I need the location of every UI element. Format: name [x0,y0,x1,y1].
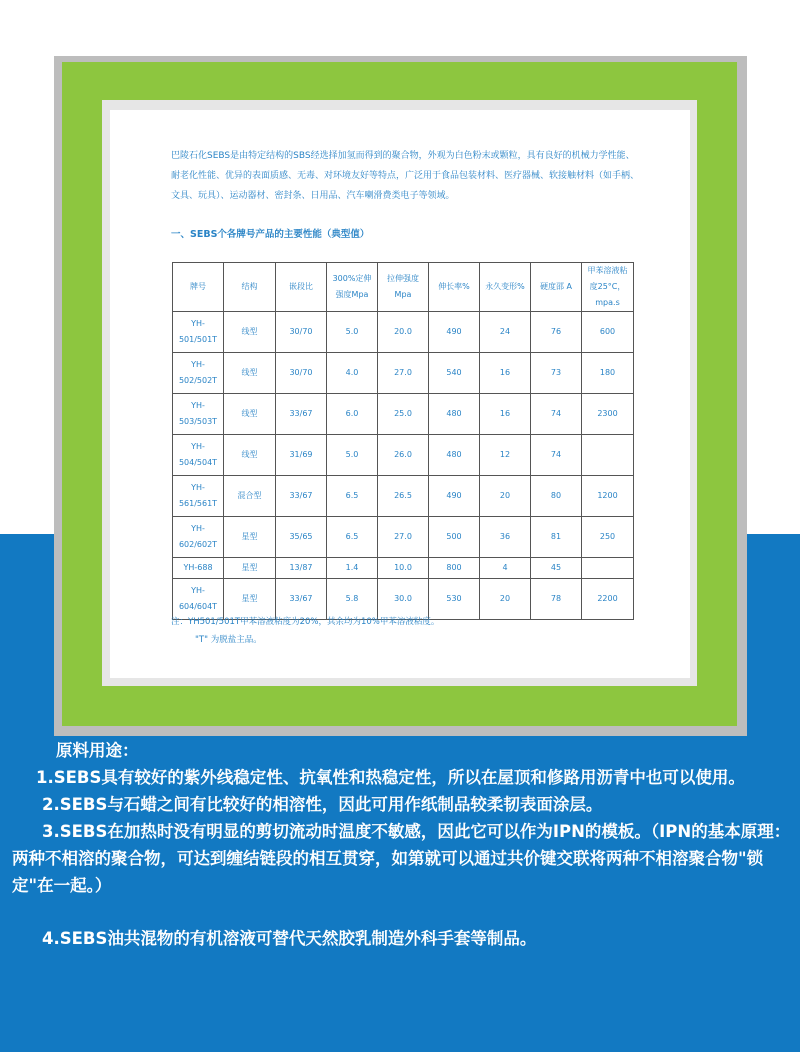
table-cell: 26.5 [378,476,429,517]
table-cell: 540 [429,353,480,394]
intro-paragraph: 巴陵石化SEBS是由特定结构的SBS经选择加氢而得到的聚合物，外观为白色粉末或颗粒，具有良好的机械力学性能、耐老化性能、优异的表面质感、无毒、对环境友好等特点，广泛用于食品包装材料、医疗器械、软接触材料（如手柄、文具、玩具）、运动器材、密封条、日用品、汽车喇滑费类电子等领域。 [171,151,640,201]
table-cell: 26.0 [378,435,429,476]
table-cell: 81 [531,517,582,558]
table-row [173,435,634,476]
table-cell: 80 [531,476,582,517]
table-cell: 混合型 [224,476,276,517]
table-cell: 10.0 [378,558,429,579]
section-title: 一、SEBS个各牌号产品的主要性能（典型值） [171,229,370,240]
table-cell: 12 [480,435,531,476]
usage-item: 4.SEBS油共混物的有机溶液可替代天然胶乳制造外科手套等制品。 [42,929,537,948]
header-cell: 结构 [224,263,276,312]
table-cell: 33/67 [276,476,327,517]
table-cell: 490 [429,312,480,353]
usage-item: 1.SEBS具有较好的紫外线稳定性、抗氧性和热稳定性，所以在屋顶和修路用沥青中也可以使用。 [36,768,745,787]
header-cell: 300%定伸强度Mpa [327,263,378,312]
footnote-line: 注：YH501/501T甲苯溶液粘度为20%，其余均为10%甲苯溶液粘度。 [171,617,440,627]
table-cell: 76 [531,312,582,353]
table-cell: 6.5 [327,517,378,558]
table-cell: 星型 [224,517,276,558]
table-cell: 73 [531,353,582,394]
table-row [173,558,634,579]
table-cell: 35/65 [276,517,327,558]
table-row [173,312,634,353]
table-cell: 20.0 [378,312,429,353]
table-cell: 4 [480,558,531,579]
usage-item: 2.SEBS与石蜡之间有比较好的相溶性，因此可用作纸制品较柔韧表面涂层。 [42,795,603,814]
table-cell: 线型 [224,394,276,435]
table-cell: 480 [429,394,480,435]
table-cell: 线型 [224,312,276,353]
table-cell: 20 [480,476,531,517]
table-cell: 30.0 [378,579,429,620]
table-cell: 250 [582,517,634,558]
header-cell: 牌号 [173,263,224,312]
table-cell: 600 [582,312,634,353]
table-row [173,394,634,435]
table-cell: 线型 [224,353,276,394]
table-cell: 2300 [582,394,634,435]
table-cell: YH-561/561T [173,476,224,517]
table-cell: YH-602/602T [173,517,224,558]
table-cell: 36 [480,517,531,558]
table-cell: 31/69 [276,435,327,476]
table-cell: YH-688 [173,558,224,579]
table-cell: 6.5 [327,476,378,517]
usage-section [12,737,794,952]
header-cell: 拉伸强度 Mpa [378,263,429,312]
header-cell: 硬度邵 A [531,263,582,312]
footnote-line: "T" 为脱盐主品。 [195,635,262,645]
spacer [12,899,794,925]
header-cell: 伸长率% [429,263,480,312]
header-cell: 永久变形% [480,263,531,312]
header-cell: 甲苯溶液粘度25°C，mpa.s [582,263,634,312]
table-cell: 2200 [582,579,634,620]
table-cell: 25.0 [378,394,429,435]
table-cell: 6.0 [327,394,378,435]
table-cell: YH-502/502T [173,353,224,394]
table-row [173,353,634,394]
table-cell [582,435,634,476]
table-cell: 78 [531,579,582,620]
table-cell: 星型 [224,579,276,620]
table-cell: 74 [531,435,582,476]
table-cell: 1200 [582,476,634,517]
table-row [173,476,634,517]
table-cell: 30/70 [276,312,327,353]
table-row [173,517,634,558]
table-footnote [171,613,641,649]
table-cell: 线型 [224,435,276,476]
table-cell: 74 [531,394,582,435]
table-cell: 20 [480,579,531,620]
table-cell: 500 [429,517,480,558]
table-header-row [173,263,634,312]
table-cell: 16 [480,353,531,394]
table-cell: YH-604/604T [173,579,224,620]
table-cell: 30/70 [276,353,327,394]
table-cell: 33/67 [276,579,327,620]
table-cell: 4.0 [327,353,378,394]
table-cell: 480 [429,435,480,476]
table-cell: 星型 [224,558,276,579]
table-cell [582,558,634,579]
table-cell: YH-504/504T [173,435,224,476]
table-cell: 33/67 [276,394,327,435]
table-cell: 490 [429,476,480,517]
usage-item: 3.SEBS在加热时没有明显的剪切流动时温度不敏感，因此它可以作为IPN的模板。（IPN的基本原理：两种不相溶的聚合物，可达到缠结链段的相互贯穿，如第就可以通过共价键交联将两种不相溶聚合物"锁定"在一起。） [12,822,791,895]
table-cell: 1.4 [327,558,378,579]
table-cell: 13/87 [276,558,327,579]
table-cell: 5.0 [327,435,378,476]
table-cell: 5.8 [327,579,378,620]
table-cell: YH-501/501T [173,312,224,353]
usage-title: 原料用途： [56,741,139,760]
table-cell: 5.0 [327,312,378,353]
header-cell: 嵌段比 [276,263,327,312]
table-cell: 800 [429,558,480,579]
table-cell: 16 [480,394,531,435]
table-cell: 27.0 [378,517,429,558]
table-cell: YH-503/503T [173,394,224,435]
table-cell: 180 [582,353,634,394]
table-cell: 27.0 [378,353,429,394]
properties-table [172,262,634,620]
table-cell: 45 [531,558,582,579]
table-cell: 24 [480,312,531,353]
table-cell: 530 [429,579,480,620]
